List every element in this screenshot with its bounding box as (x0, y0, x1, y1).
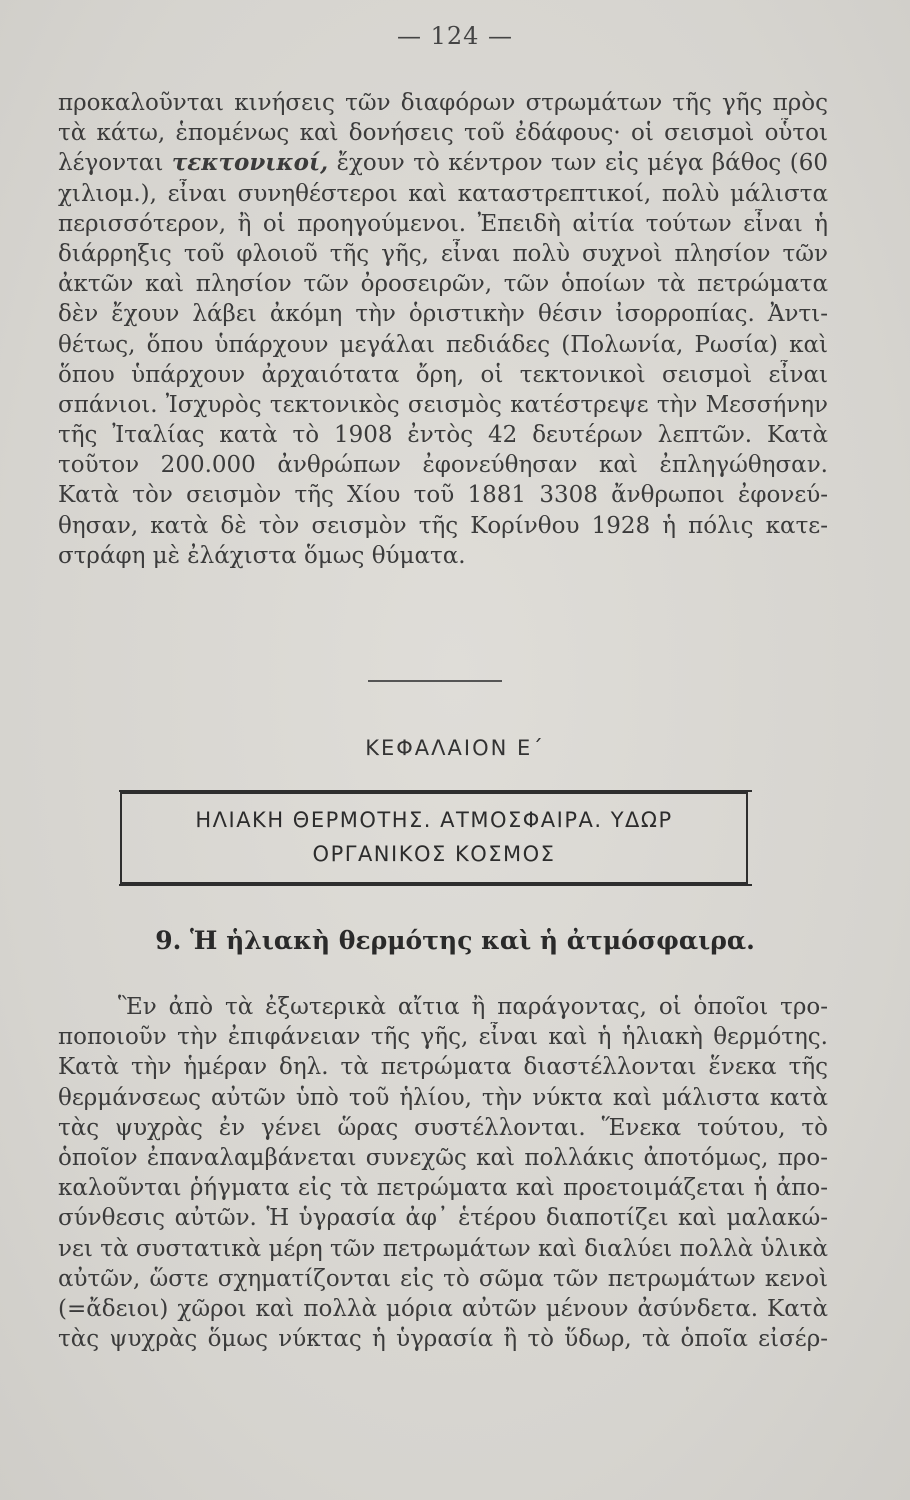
chapter-title-box (120, 792, 748, 884)
text-line: προκαλοῦνται κινήσεις τῶν διαφόρων στρωμάτων τῆς γῆς πρὸς (58, 90, 828, 116)
text-line: αὐτῶν, ὥστε σχηματίζονται εἰς τὸ σῶμα τῶν πετρωμάτων κενοὶ (58, 1265, 828, 1292)
text-line: ὅπου ὑπάρχουν ἀρχαιότατα ὄρη, οἱ τεκτονικοὶ σεισμοὶ εἶναι (58, 361, 828, 388)
text-line: σύνθεσις αὐτῶν. Ἡ ὑγρασία ἀφ᾽ ἑτέρου διαποτίζει καὶ μαλακώ- (58, 1205, 828, 1232)
text-line (58, 148, 828, 178)
text-line: ὁποῖον ἐπαναλαμβάνεται συνεχῶς καὶ πολλάκις ἀποτόμως, προ- (58, 1144, 828, 1171)
text-line: χιλιομ.), εἶναι συνηθέστεροι καὶ καταστρεπτικοί, πολὺ μάλιστα (58, 180, 828, 207)
text-line: θερμάνσεως αὐτῶν ὑπὸ τοῦ ἡλίου, τὴν νύκτα καὶ μάλιστα κατὰ (58, 1084, 828, 1111)
text-line: Κατὰ τὴν ἡμέραν δηλ. τὰ πετρώματα διαστέλλονται ἕνεκα τῆς (58, 1054, 828, 1081)
text-line: (=ἄδειοι) χῶροι καὶ πολλὰ μόρια αὐτῶν μένουν ἀσύνδετα. Κατὰ (58, 1295, 828, 1322)
text-line: τὰς ψυχρὰς ἐν γένει ὥρας συστέλλονται. Ἕνεκα τούτου, τὸ (58, 1114, 828, 1141)
text-line: ἀκτῶν καὶ πλησίον τῶν ὀροσειρῶν, τῶν ὁποίων τὰ πετρώματα (58, 271, 828, 298)
text-line: τὰ κάτω, ἑπομένως καὶ δονήσεις τοῦ ἐδάφους· οἱ σεισμοὶ οὗτοι (58, 120, 828, 147)
page-number: — 124 — (396, 22, 514, 50)
emphasized-term: τεκτονικοί, (171, 149, 329, 177)
section-divider (368, 680, 502, 682)
text-fragment: ἔχουν τὸ κέντρον των εἰς μέγα βάθος (60 (328, 150, 828, 177)
section-heading: 9. Ἡ ἡλιακὴ θερμότης καὶ ἡ ἀτμόσφαιρα. (155, 926, 755, 955)
paragraph-solar-heat (58, 992, 828, 1354)
text-line: Ἓν ἀπὸ τὰ ἐξωτερικὰ αἴτια ἢ παράγοντας, οἱ ὁποῖοι τρο- (118, 994, 828, 1020)
text-line: Κατὰ τὸν σεισμὸν τῆς Χίου τοῦ 1881 3308 ἄνθρωποι ἐφονεύ- (58, 482, 828, 509)
chapter-title-line-2: ΟΡΓΑΝΙΚΟΣ ΚΟΣΜΟΣ (312, 842, 556, 866)
text-line: τὰς ψυχρὰς ὅμως νύκτας ἡ ὑγρασία ἢ τὸ ὕδωρ, τὰ ὁποῖα εἰσέρ- (58, 1326, 828, 1353)
text-line: καλοῦνται ῥήγματα εἰς τὰ πετρώματα καὶ προετοιμάζεται ἡ ἀπο- (58, 1175, 828, 1202)
text-line: σπάνιοι. Ἰσχυρὸς τεκτονικὸς σεισμὸς κατέστρεψε τὴν Μεσσήνην (58, 391, 828, 418)
paragraph-tectonic-earthquakes (58, 88, 828, 571)
chapter-title-line-1: ΗΛΙΑΚΗ ΘΕΡΜΟΤΗΣ. ΑΤΜΟΣΦΑΙΡΑ. ΥΔΩΡ (195, 808, 673, 832)
text-line: τοῦτον 200.000 ἀνθρώπων ἐφονεύθησαν καὶ ἐπληγώθησαν. (58, 452, 828, 479)
text-fragment: λέγονται (58, 150, 172, 177)
text-line: ποποιοῦν τὴν ἐπιφάνειαν τῆς γῆς, εἶναι καὶ ἡ ἡλιακὴ θερμότης. (58, 1024, 828, 1051)
chapter-label: ΚΕΦΑΛΑΙΟΝ Ε΄ (365, 736, 545, 760)
text-line: στράφη μὲ ἐλάχιστα ὅμως θύματα. (58, 542, 466, 569)
text-line: δὲν ἔχουν λάβει ἀκόμη τὴν ὁριστικὴν θέσιν ἰσορροπίας. Ἀντι- (58, 301, 828, 328)
text-line: θησαν, κατὰ δὲ τὸν σεισμὸν τῆς Κορίνθου 1928 ἡ πόλις κατε- (58, 512, 828, 539)
text-line: θέτως, ὅπου ὑπάρχουν μεγάλαι πεδιάδες (Πολωνία, Ρωσία) καὶ (58, 331, 828, 358)
text-line: διάρρηξις τοῦ φλοιοῦ τῆς γῆς, εἶναι πολὺ συχνοὶ πλησίον τῶν (58, 240, 828, 267)
text-line: περισσότερον, ἢ οἱ προηγούμενοι. Ἐπειδὴ αἰτία τούτων εἶναι ἡ (58, 210, 828, 237)
text-line: νει τὰ συστατικὰ μέρη τῶν πετρωμάτων καὶ διαλύει πολλὰ ὑλικὰ (58, 1235, 828, 1262)
text-line: τῆς Ἰταλίας κατὰ τὸ 1908 ἐντὸς 42 δευτέρων λεπτῶν. Κατὰ (58, 422, 828, 449)
